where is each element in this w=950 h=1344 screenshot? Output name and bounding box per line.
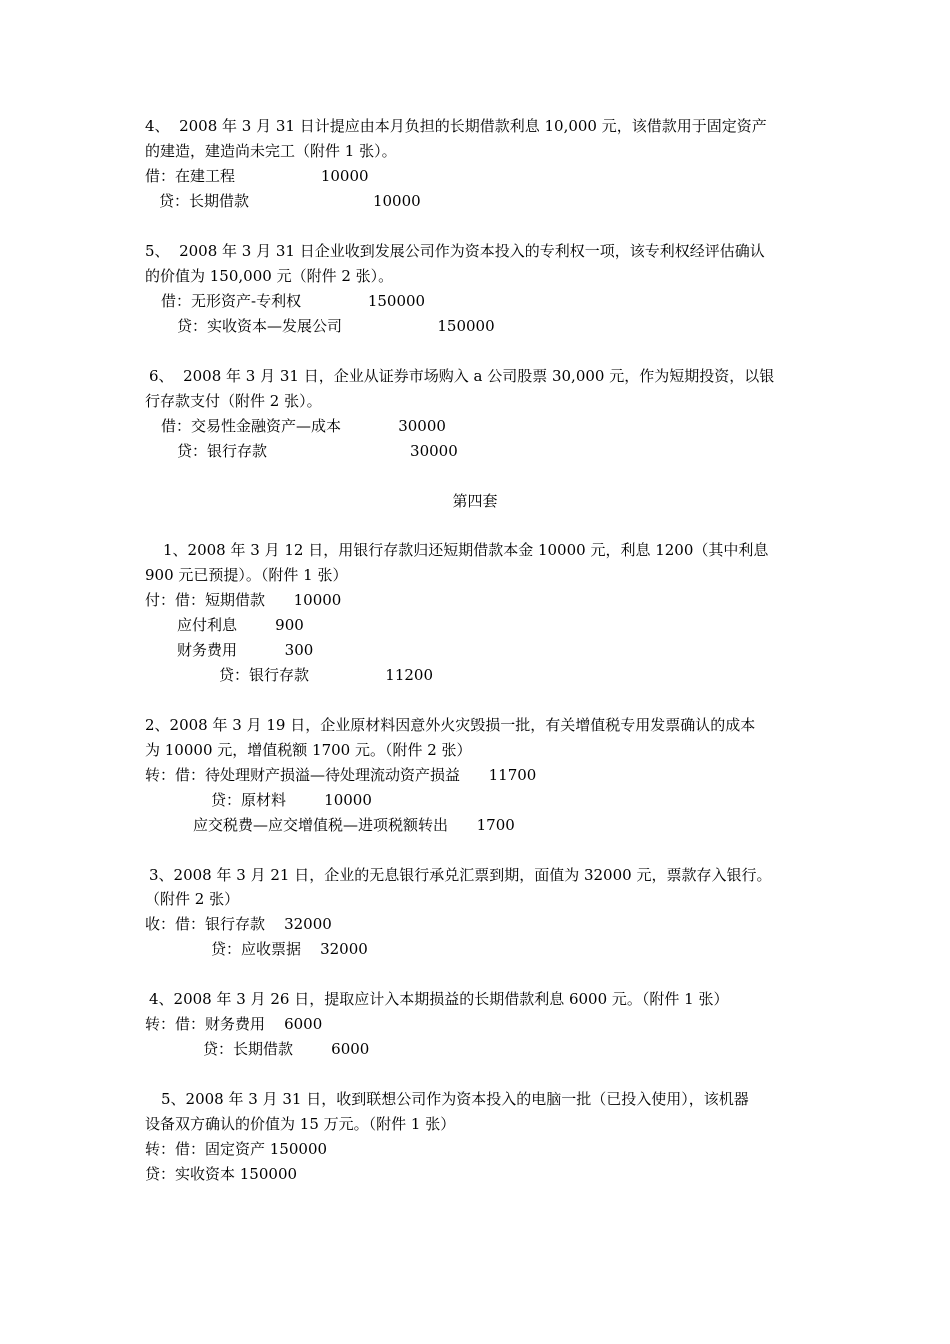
text-line: 借：交易性金融资产—成本 30000 [161, 417, 446, 435]
text-line: 财务费用 300 [177, 641, 314, 659]
text-line: 2、2008 年 3 月 19 日，企业原材料因意外火灾毁损一批，有关增值税专用发票确认的成本 [145, 716, 756, 734]
text-line: 贷：实收资本—发展公司 150000 [177, 317, 495, 335]
text-line: 6、 2008 年 3 月 31 日，企业从证券市场购入 a 公司股票 30,000 元，作为短期投资，以银 [149, 367, 775, 385]
text-line: 5、2008 年 3 月 31 日，收到联想公司作为资本投入的电脑一批（已投入使用），该机器 [161, 1090, 749, 1108]
text-line: 贷：应收票据 32000 [211, 940, 368, 958]
text-line: 应交税费—应交增值税—进项税额转出 1700 [193, 816, 515, 834]
text-line: 的建造，建造尚未完工（附件 1 张）。 [145, 142, 397, 160]
text-line: 900 元已预提）。（附件 1 张） [145, 566, 348, 584]
text-line: 贷：实收资本 150000 [145, 1165, 298, 1183]
section-heading: 第四套 [452, 492, 498, 510]
text-line: 收：借：银行存款 32000 [145, 915, 332, 933]
text-line: 贷：银行存款 11200 [219, 666, 434, 684]
text-line: 转：借：固定资产 150000 [145, 1140, 328, 1158]
text-line: 转：借：财务费用 6000 [145, 1015, 323, 1033]
text-line: 付：借：短期借款 10000 [145, 591, 342, 609]
text-line: 贷：长期借款 10000 [159, 192, 421, 210]
text-line: 1、2008 年 3 月 12 日，用银行存款归还短期借款本金 10000 元，利息 1200（其中利息 [163, 541, 769, 559]
text-line: 设备双方确认的价值为 15 万元。（附件 1 张） [145, 1115, 456, 1133]
text-line: 转：借：待处理财产损溢—待处理流动资产损益 11700 [145, 766, 537, 784]
text-line: 3、2008 年 3 月 21 日，企业的无息银行承兑汇票到期，面值为 32000 元，票款存入银行。 [149, 866, 772, 884]
text-line: 贷：原材料 10000 [211, 791, 372, 809]
text-line: 贷：长期借款 6000 [203, 1040, 370, 1058]
text-line: 4、2008 年 3 月 26 日，提取应计入本期损益的长期借款利息 6000 元。（附件 1 张） [149, 990, 729, 1008]
text-line: 的价值为 150,000 元（附件 2 张）。 [145, 267, 394, 285]
text-line: 借：在建工程 10000 [145, 167, 369, 185]
text-line: 行存款支付（附件 2 张）。 [145, 392, 322, 410]
text-line: （附件 2 张） [145, 890, 240, 908]
text-line: 4、 2008 年 3 月 31 日计提应由本月负担的长期借款利息 10,000 元，该借款用于固定资产 [145, 117, 767, 135]
text-line: 贷：银行存款 30000 [177, 442, 458, 460]
text-line: 5、 2008 年 3 月 31 日企业收到发展公司作为资本投入的专利权一项，该专利权经评估确认 [145, 242, 765, 260]
text-line: 应付利息 900 [177, 616, 304, 634]
text-line: 借：无形资产-专利权 150000 [161, 292, 426, 310]
text-line: 为 10000 元，增值税额 1700 元。（附件 2 张） [145, 741, 472, 759]
